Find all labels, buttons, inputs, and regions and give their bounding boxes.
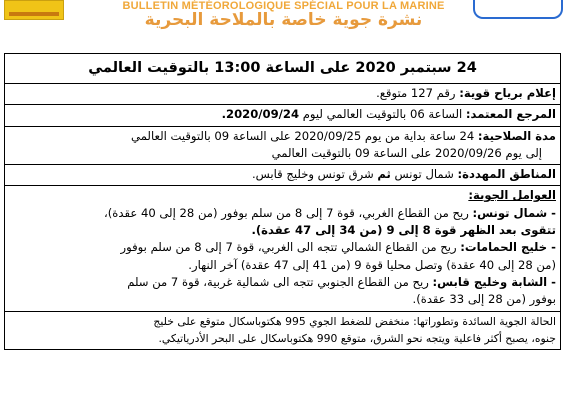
validity-label: مدة الصلاحية: xyxy=(477,128,556,143)
header-title-ar: نشرة جوية خاصة بالملاحة البحرية xyxy=(144,10,423,30)
situation-row xyxy=(5,312,560,350)
factors-row xyxy=(5,186,560,311)
gabes-line1: ريح من القطاع الجنوبي تتجه الى شمالية غربية، قوة 7 من سلم xyxy=(127,274,429,289)
reference-row xyxy=(5,105,560,126)
factors-label: العوامل الجوية: xyxy=(468,188,556,203)
warning-label: إعلام برياح قوية: xyxy=(459,86,556,100)
situation-line1: الحالة الجوية السائدة وتطوراتها: منخفض للضغط الجوي 995 هكتوباسكال متوقع على خليج xyxy=(153,314,556,328)
validity-line2: إلى يوم 2020/09/26 على الساعة 09 بالتوقيت العالمي xyxy=(271,145,542,160)
validity-row xyxy=(5,127,560,166)
hammamet-name: - خليج الحمامات: xyxy=(460,240,556,255)
north-line1: ريح من القطاع الغربي، قوة 7 إلى 8 من سلم بوفور (من 28 إلى 40 عقدة)، xyxy=(104,205,469,220)
validity-line1: 24 ساعة بداية من يوم 2020/09/25 على الساعة 09 بالتوقيت العالمي xyxy=(131,128,475,143)
header-title-fr: BULLETIN MÉTÉOROLOGIQUE SPÉCIAL POUR LA MARINE xyxy=(122,0,445,12)
warning-value: رقم 127 متوقع. xyxy=(376,86,456,100)
zones-label: المناطق المهددة: xyxy=(457,167,556,182)
bulletin-table xyxy=(4,53,561,350)
bulletin-title: 24 سبتمبر 2020 على الساعة 13:00 بالتوقيت العالمي xyxy=(5,54,560,84)
gabes-line2: بوفور (من 28 إلى 33 عقدة). xyxy=(412,292,556,307)
reference-value: الساعة 06 بالتوقيت العالمي ليوم xyxy=(302,107,463,122)
north-name: - شمال تونس: xyxy=(472,205,556,220)
reference-date: 2020/09/24. xyxy=(221,107,300,122)
hammamet-line1: ريح من القطاع الشمالي تتجه الى الغربي، قوة 7 إلى 8 من سلم بوفور xyxy=(120,240,457,255)
zones-row xyxy=(5,165,560,186)
situation-line2: جنوه، يصبح أكثر فاعلية ويتجه نحو الشرق، متوقع 990 هكتوباسكال على البحر الأدرياتيكي. xyxy=(158,331,556,345)
north-line2: تتقوى بعد الظهر قوة 8 إلى 9 (من 34 إلى 47 عقدة). xyxy=(251,223,556,238)
gabes-name: - الشابة وخليج قابس: xyxy=(432,274,556,289)
warning-row xyxy=(5,84,560,105)
hammamet-line2: (من 28 إلى 40 عقدة) وتصل محليا قوة 9 (من 41 إلى 47 عقدة) آخر النهار. xyxy=(188,257,556,272)
reference-label: المرجع المعتمد: xyxy=(465,107,556,122)
zones-value-2: شرق تونس وخليج قابس. xyxy=(251,167,374,182)
zones-value-1: شمال تونس xyxy=(394,167,454,182)
zones-then: ثم xyxy=(377,167,391,182)
